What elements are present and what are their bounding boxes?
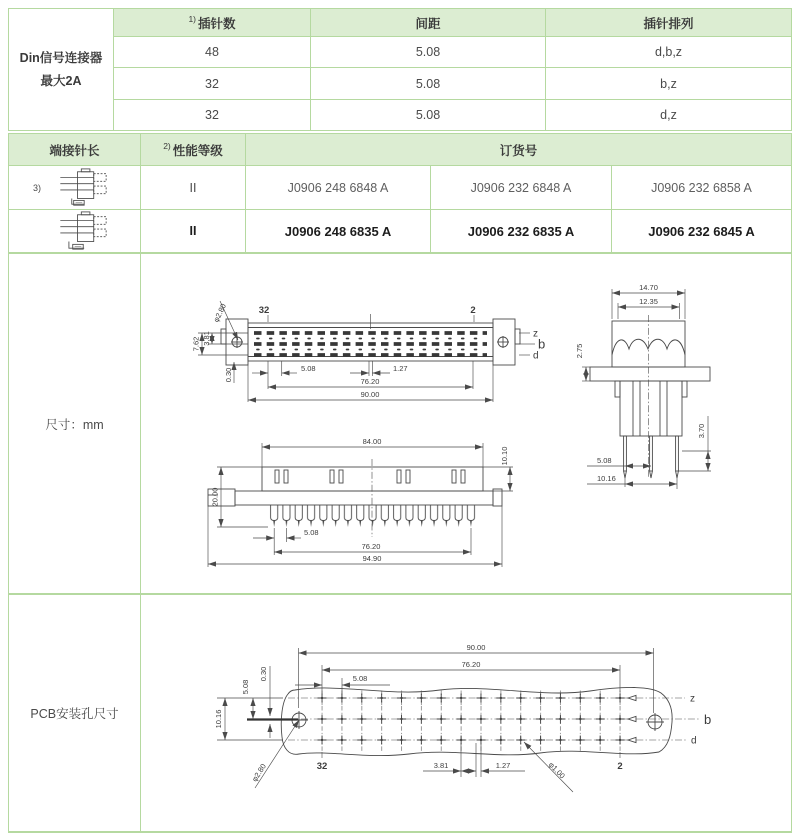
col-header-pitch: 间距 bbox=[311, 9, 545, 36]
dim-3.81: 3.81 bbox=[202, 331, 211, 346]
pcb-drawing-area bbox=[141, 595, 791, 831]
dim-phi2.80: φ2.80 bbox=[249, 762, 268, 784]
pcb-section bbox=[8, 594, 792, 833]
footnote-marker: 1) bbox=[188, 13, 197, 24]
row-label-b: b bbox=[704, 712, 712, 727]
dim-20.00: 20.00 bbox=[210, 487, 220, 507]
pin-count-value: 48 bbox=[114, 37, 310, 67]
dim-5.08-top: 5.08 bbox=[352, 674, 368, 683]
dim-12.35: 12.35 bbox=[639, 297, 658, 306]
col-header-pin-count: 1) 插针数 bbox=[114, 9, 310, 36]
arrangement-value: d,b,z bbox=[546, 37, 791, 67]
grade-value: II bbox=[141, 166, 245, 209]
row-label-d: d bbox=[533, 350, 539, 362]
order-number: J0906 232 6845 A bbox=[612, 210, 791, 252]
pin-number-last: 2 bbox=[617, 761, 623, 772]
dim-1.27: 1.27 bbox=[495, 761, 511, 770]
dim-10.16: 10.16 bbox=[214, 709, 223, 729]
row-label-d: d bbox=[691, 735, 697, 747]
row-label-z: z bbox=[533, 328, 538, 340]
pin-length-cell bbox=[9, 210, 140, 252]
dim-phi2.80: φ2.80 bbox=[211, 302, 229, 324]
hole-grid-crosses bbox=[313, 688, 630, 751]
dim-76.20: 76.20 bbox=[360, 377, 380, 386]
footnote-marker: 3) bbox=[33, 182, 42, 193]
col-header-pin-length: 端接针长 bbox=[9, 134, 140, 165]
pcb-label: PCB安装孔尺寸 bbox=[9, 595, 140, 831]
dim-84.00: 84.00 bbox=[362, 437, 382, 446]
arrangement-value: b,z bbox=[546, 68, 791, 99]
order-number: J0906 232 6848 A bbox=[431, 166, 611, 209]
row-label-b: b bbox=[538, 336, 546, 352]
dim-10.16: 10.16 bbox=[597, 474, 616, 483]
dim-76.20: 76.20 bbox=[361, 542, 381, 551]
dim-1.27: 1.27 bbox=[393, 364, 408, 373]
row-label-z: z bbox=[690, 693, 695, 705]
product-title-cell bbox=[9, 9, 113, 130]
footnote-marker: 2) bbox=[163, 140, 171, 151]
dim-0.30: 0.30 bbox=[259, 666, 268, 682]
pin-number-last: 2 bbox=[470, 305, 476, 316]
dim-10.10: 10.10 bbox=[500, 446, 509, 466]
dim-5.08: 5.08 bbox=[304, 528, 319, 537]
col-header-grade: 2) 性能等级 bbox=[141, 134, 245, 165]
dim-7.62: 7.62 bbox=[191, 336, 201, 352]
dim-2.75: 2.75 bbox=[575, 343, 584, 359]
dim-5.08: 5.08 bbox=[597, 456, 612, 465]
order-table bbox=[8, 133, 792, 253]
pcb-hole-layout-drawing bbox=[195, 640, 795, 808]
connector-side-view-drawing bbox=[575, 281, 725, 493]
dim-90.00: 90.00 bbox=[466, 643, 486, 652]
spec-table bbox=[8, 8, 792, 131]
dim-5.08: 5.08 bbox=[301, 364, 316, 373]
dim-90.00: 90.00 bbox=[360, 390, 380, 399]
connector-section-view-drawing bbox=[205, 425, 550, 575]
pin-count-value: 32 bbox=[114, 68, 310, 99]
dimensions-section bbox=[8, 253, 792, 594]
dim-94.90: 94.90 bbox=[362, 554, 382, 563]
order-number: J0906 248 6848 A bbox=[246, 166, 430, 209]
col-header-arrangement: 插针排列 bbox=[546, 9, 791, 36]
dim-5.08-left: 5.08 bbox=[241, 679, 250, 695]
pin-rows bbox=[254, 333, 487, 355]
order-number: J0906 248 6835 A bbox=[246, 210, 430, 252]
order-number: J0906 232 6858 A bbox=[612, 166, 791, 209]
pitch-value: 5.08 bbox=[311, 68, 545, 99]
pitch-value: 5.08 bbox=[311, 37, 545, 67]
dim-0.30: 0.30 bbox=[224, 367, 233, 383]
arrangement-value: d,z bbox=[546, 100, 791, 130]
pitch-value: 5.08 bbox=[311, 100, 545, 130]
contact-teeth-pattern bbox=[268, 505, 477, 527]
pin-number-first: 32 bbox=[316, 761, 328, 772]
grade-value: II bbox=[141, 210, 245, 252]
pin-number-first: 32 bbox=[258, 305, 270, 316]
pin-count-value: 32 bbox=[114, 100, 310, 130]
pin-length-profile-icon bbox=[57, 210, 119, 252]
pin-length-profile-icon bbox=[57, 167, 119, 209]
connector-front-view-drawing bbox=[190, 285, 560, 413]
col-header-order-number: 订货号 bbox=[246, 134, 791, 165]
dimensions-label: 尺寸：mm bbox=[9, 254, 140, 593]
dim-phi1.00: φ1.00 bbox=[546, 760, 567, 781]
dim-3.81: 3.81 bbox=[433, 761, 449, 770]
pin-length-cell bbox=[9, 166, 140, 209]
product-name: Din信号连接器 bbox=[19, 51, 103, 65]
product-rating: 最大2A bbox=[40, 73, 82, 88]
dim-76.20: 76.20 bbox=[461, 660, 481, 669]
dimensions-drawings bbox=[141, 254, 791, 593]
dim-14.70: 14.70 bbox=[639, 283, 658, 292]
order-number: J0906 232 6835 A bbox=[431, 210, 611, 252]
dim-3.70: 3.70 bbox=[697, 423, 706, 439]
